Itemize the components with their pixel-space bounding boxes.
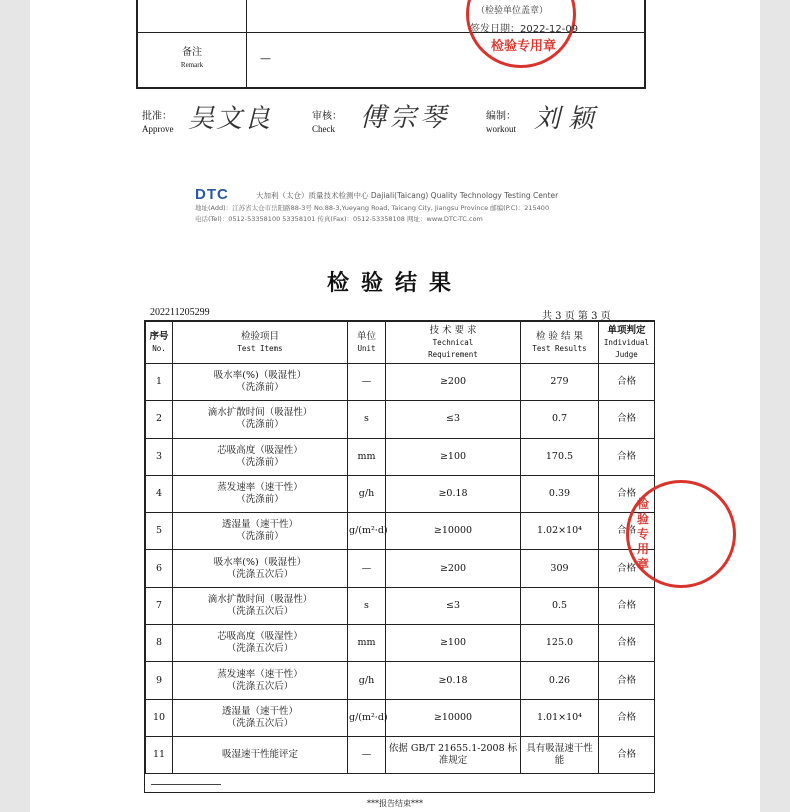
- header-no-en: No.: [152, 343, 166, 353]
- cell-item-condition: （洗涤前）: [236, 456, 284, 468]
- cell-no-text: 9: [155, 674, 163, 686]
- cell-result: [521, 699, 599, 736]
- sign-date: 签发日期：2022-12-09: [470, 24, 579, 35]
- cell-result: [521, 662, 599, 699]
- header-no: [146, 322, 173, 364]
- check-label-en: Check: [312, 124, 335, 134]
- cell-result-text: 279: [550, 376, 569, 388]
- header-item-cn: 检验项目: [240, 330, 279, 342]
- cell-unit-text: g/h: [358, 674, 375, 686]
- cell-no: [146, 438, 173, 475]
- cell-no: [146, 364, 173, 401]
- cell-judge-text: 合格: [616, 599, 636, 611]
- cell-item-condition: （洗涤五次后）: [226, 643, 294, 655]
- remark-label-cn: 备注: [182, 47, 202, 58]
- cell-item: [173, 625, 348, 662]
- check-signature: 傅宗琴: [360, 103, 451, 133]
- table-row: [146, 699, 655, 736]
- cell-unit: [348, 736, 386, 773]
- header-unit: [348, 322, 386, 364]
- cell-no-text: 2: [155, 413, 163, 425]
- cell-judge: [599, 662, 655, 699]
- cell-result-text: 309: [550, 562, 569, 574]
- cell-unit: [348, 550, 386, 587]
- cell-no: [146, 662, 173, 699]
- cell-unit: [348, 513, 386, 550]
- approve-label: [142, 110, 174, 136]
- cell-unit-text: s: [364, 599, 369, 611]
- cell-result-text: 125.0: [545, 637, 574, 649]
- phone-line: 电话(Tel)：0512-53358100 53358101 传真(Fax)：0512-53358108 网址：www.DTC-TC.com: [195, 215, 483, 223]
- cell-result-text: 0.39: [548, 488, 571, 500]
- cell-no-text: 8: [155, 637, 163, 649]
- cell-item-condition: （洗涤前）: [236, 419, 284, 431]
- cell-requirement: [386, 662, 521, 699]
- header-req-cn: 技 术 要 求: [429, 324, 477, 336]
- cell-result-text: 具有吸湿速干性能: [526, 743, 593, 767]
- dtc-logo: DTC: [195, 186, 229, 203]
- cell-requirement-text: ≥200: [439, 562, 467, 574]
- cell-judge-text: 合格: [616, 488, 636, 500]
- report-end-mark: ***报告结束***: [367, 799, 423, 808]
- cell-item: [173, 736, 348, 773]
- cell-unit-text: s: [364, 413, 369, 425]
- cell-item: [173, 401, 348, 438]
- cell-item-condition: （洗涤前）: [236, 382, 284, 394]
- cell-requirement: [386, 625, 521, 662]
- remark-label: [138, 46, 246, 72]
- table-row: [146, 401, 655, 438]
- header-requirement: [386, 322, 521, 364]
- table-row: [146, 662, 655, 699]
- cell-judge: [599, 587, 655, 624]
- cell-no-text: 10: [152, 711, 166, 723]
- header-no-cn: 序号: [149, 330, 169, 342]
- compile-label-cn: 编制：: [486, 111, 516, 122]
- cell-unit-text: mm: [357, 637, 376, 649]
- page-title: 检验结果: [326, 270, 463, 296]
- page-info: 共 3 页 第 3 页: [542, 311, 611, 322]
- cell-unit-text: g/(m²·d): [349, 711, 388, 723]
- cell-unit: [348, 438, 386, 475]
- cell-judge: [599, 401, 655, 438]
- cell-item-text: 蒸发速率（速干性）: [217, 668, 303, 680]
- cell-item: [173, 438, 348, 475]
- cell-item-condition: （洗涤五次后）: [226, 568, 294, 580]
- cell-requirement-text: ≥10000: [433, 525, 473, 537]
- cell-unit: [348, 699, 386, 736]
- cell-result: [521, 401, 599, 438]
- cell-unit: [348, 587, 386, 624]
- cell-unit: [348, 662, 386, 699]
- cell-requirement: [386, 364, 521, 401]
- header-judge-en2: Judge: [615, 349, 638, 359]
- header-unit-cn: 单位: [356, 330, 376, 342]
- cell-unit: [348, 364, 386, 401]
- cell-requirement: [386, 587, 521, 624]
- cell-result: [521, 475, 599, 512]
- header-item: [173, 322, 348, 364]
- cell-judge: [599, 438, 655, 475]
- table-row: [146, 625, 655, 662]
- table-row: [146, 550, 655, 587]
- center-name: 大加利（太仓）质量技术检测中心 Dajiali(Taicang) Quality Technology Testing Center: [256, 191, 559, 200]
- cell-item-text: 吸水率(%)（吸湿性）: [213, 370, 307, 382]
- cell-unit-text: mm: [357, 450, 376, 462]
- cell-no-text: 3: [155, 450, 163, 462]
- stamp-caption: （检验单位盖章）: [476, 6, 549, 16]
- table-header-row: [146, 322, 655, 364]
- cell-item-condition: （洗涤五次后）: [226, 605, 294, 617]
- cell-requirement: [386, 438, 521, 475]
- cell-requirement: [386, 401, 521, 438]
- check-label-cn: 审核：: [312, 111, 342, 122]
- cell-judge-text: 合格: [616, 637, 636, 649]
- cell-no-text: 4: [155, 488, 163, 500]
- cell-item-condition: （洗涤前）: [236, 494, 284, 506]
- cell-item-text: 芯吸高度（吸湿性）: [217, 444, 303, 456]
- cell-judge-text: 合格: [616, 749, 636, 761]
- cell-no-text: 1: [155, 376, 163, 388]
- approve-label-cn: 批准：: [142, 111, 172, 122]
- cell-item-text: 透湿量（速干性）: [221, 519, 298, 531]
- cell-result: [521, 364, 599, 401]
- header-res-en: Test Results: [532, 343, 587, 353]
- cell-requirement: [386, 699, 521, 736]
- table-row: [146, 513, 655, 550]
- cell-judge: [599, 625, 655, 662]
- cell-unit-text: —: [361, 562, 372, 574]
- cell-result-text: 0.5: [551, 599, 568, 611]
- cell-unit: [348, 625, 386, 662]
- cell-judge-text: 合格: [616, 376, 636, 388]
- cell-no-text: 11: [152, 749, 166, 761]
- cell-no-text: 6: [155, 562, 163, 574]
- cell-judge: [599, 736, 655, 773]
- cell-judge-text: 合格: [616, 450, 636, 462]
- cell-judge: [599, 364, 655, 401]
- cell-judge-text: 合格: [616, 413, 636, 425]
- cell-item-text: 吸湿速干性能评定: [221, 749, 298, 761]
- cell-judge-text: 合格: [616, 562, 636, 574]
- cell-item-text: 芯吸高度（吸湿性）: [217, 631, 303, 643]
- cell-unit-text: g/h: [358, 488, 375, 500]
- seal-top-text: 检验专用章: [491, 39, 557, 54]
- cell-requirement-text: ≤3: [445, 599, 460, 611]
- cell-requirement-text: ≥100: [439, 450, 467, 462]
- cell-no-text: 7: [155, 599, 163, 611]
- cell-requirement-text: ≥0.18: [438, 674, 468, 686]
- cell-judge-text: 合格: [616, 525, 636, 537]
- cell-requirement: [386, 475, 521, 512]
- cell-requirement-text: ≥0.18: [438, 488, 468, 500]
- compile-signature: 刘颖: [534, 104, 603, 134]
- cell-requirement: [386, 550, 521, 587]
- cell-no: [146, 736, 173, 773]
- cell-no: [146, 699, 173, 736]
- header-res-cn: 检 验 结 果: [535, 330, 584, 342]
- cell-result: [521, 736, 599, 773]
- cell-judge-text: 合格: [616, 711, 636, 723]
- cell-item: [173, 699, 348, 736]
- cell-requirement-text: 依据 GB/T 21655.1-2008 标准规定: [388, 743, 518, 767]
- cell-no: [146, 401, 173, 438]
- address-line: 地址(Add)：江苏省太仓市岳阳路88-3号 No.88-3,Yueyang Road, Taicang City, Jiangsu Province 邮编(P.C)：215400: [195, 204, 550, 212]
- header-judge-en1: Individual: [603, 337, 650, 347]
- header-req-en2: Requirement: [428, 349, 478, 359]
- cell-requirement-text: ≥200: [439, 376, 467, 388]
- cell-unit: [348, 475, 386, 512]
- cell-no-text: 5: [155, 525, 163, 537]
- header-judge-cn: 单项判定: [607, 324, 646, 336]
- cell-result-text: 0.26: [548, 674, 571, 686]
- inspection-seal-side: [626, 480, 736, 588]
- cell-requirement: [386, 736, 521, 773]
- cell-item: [173, 364, 348, 401]
- remark-divider: [246, 0, 247, 87]
- header-unit-en: Unit: [357, 343, 376, 353]
- cell-result-text: 1.02×10⁴: [536, 525, 582, 537]
- cell-result: [521, 438, 599, 475]
- cell-result-text: 1.01×10⁴: [536, 711, 582, 723]
- cell-result-text: 170.5: [545, 450, 574, 462]
- cell-item-text: 滴水扩散时间（吸湿性）: [207, 407, 313, 419]
- cell-no: [146, 625, 173, 662]
- remark-label-en: Remark: [180, 61, 204, 69]
- seal-side-text: 检验专用章: [637, 497, 650, 571]
- cell-item-condition: （洗涤五次后）: [226, 717, 294, 729]
- header-judge: [599, 322, 655, 364]
- report-number: 202211205299: [150, 307, 210, 318]
- table-row: [146, 475, 655, 512]
- cell-item-condition: （洗涤五次后）: [226, 680, 294, 692]
- cell-unit-text: g/(m²·d): [349, 525, 388, 537]
- table-row: [146, 736, 655, 773]
- cell-unit-text: —: [361, 376, 372, 388]
- header-req-en1: Technical: [432, 337, 474, 347]
- approve-label-en: Approve: [142, 124, 174, 134]
- header-item-en: Test Items: [237, 343, 283, 353]
- remark-value: —: [260, 52, 271, 65]
- cell-item-text: 滴水扩散时间（吸湿性）: [207, 593, 313, 605]
- cell-item-condition: （洗涤前）: [236, 531, 284, 543]
- check-label: [312, 110, 342, 136]
- cell-no: [146, 513, 173, 550]
- cell-item: [173, 475, 348, 512]
- cell-item-text: 透湿量（速干性）: [221, 705, 298, 717]
- approve-signature: 吴文良: [188, 104, 273, 134]
- cell-item: [173, 550, 348, 587]
- cell-judge: [599, 699, 655, 736]
- cell-item: [173, 587, 348, 624]
- cell-requirement-text: ≥10000: [433, 711, 473, 723]
- footer-rule: [151, 784, 221, 785]
- cell-requirement-text: ≥100: [439, 637, 467, 649]
- cell-result: [521, 550, 599, 587]
- cell-result: [521, 625, 599, 662]
- results-table: [144, 320, 655, 793]
- cell-unit: [348, 401, 386, 438]
- compile-label: [486, 110, 516, 136]
- cell-item: [173, 513, 348, 550]
- table-row: [146, 438, 655, 475]
- report-page: [30, 0, 760, 812]
- cell-no: [146, 475, 173, 512]
- cell-result: [521, 587, 599, 624]
- compile-label-en: workout: [486, 124, 516, 134]
- cell-result: [521, 513, 599, 550]
- cell-no: [146, 550, 173, 587]
- cell-item-text: 蒸发速率（速干性）: [217, 482, 303, 494]
- cell-unit-text: —: [361, 749, 372, 761]
- table-row: [146, 364, 655, 401]
- header-result: [521, 322, 599, 364]
- cell-judge-text: 合格: [616, 674, 636, 686]
- cell-no: [146, 587, 173, 624]
- cell-requirement-text: ≤3: [445, 413, 460, 425]
- table-row: [146, 587, 655, 624]
- cell-requirement: [386, 513, 521, 550]
- table-footer: [145, 774, 654, 792]
- cell-item-text: 吸水率(%)（吸湿性）: [213, 556, 307, 568]
- cell-result-text: 0.7: [551, 413, 568, 425]
- cell-item: [173, 662, 348, 699]
